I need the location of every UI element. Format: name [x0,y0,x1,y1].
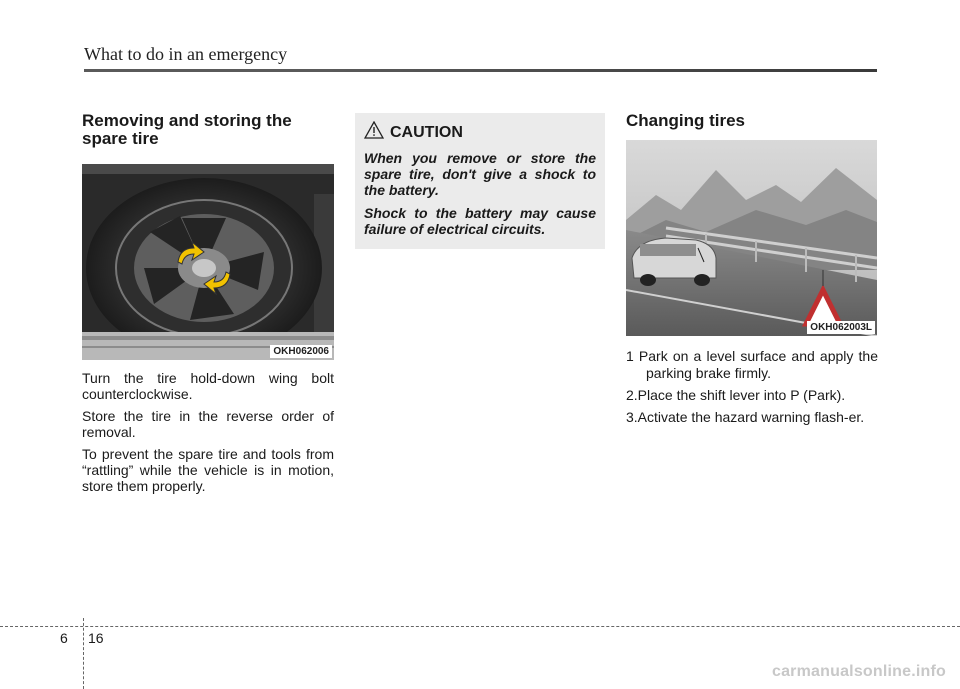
list-item: 2.Place the shift lever into P (Park). [626,387,846,403]
caution-text: When you remove or store the spare tire, don't give a shock to the battery. [364,150,596,198]
section-heading-spare-tire: Removing and storing the spare tire [82,111,292,148]
image-code-label: OKH062003L [807,321,875,334]
caution-text: Shock to the battery may cause failure of electrical circuits. [364,205,596,237]
caution-box [355,113,605,249]
page-number: 16 [88,630,104,646]
header-rule [84,69,877,72]
column-changing-tires [626,112,878,431]
section-heading-changing-tires: Changing tires [626,111,746,130]
roadside-image [626,140,877,336]
spare-tire-illustration [82,164,334,360]
running-header: What to do in an emergency [84,44,288,64]
footer-divider [83,618,84,689]
warning-triangle-icon [364,121,384,144]
watermark: carmanualsonline.info [771,663,946,680]
steps-list [626,348,878,426]
column-spare-tire [82,112,334,500]
chapter-number: 6 [60,630,68,646]
paragraph: Store the tire in the reverse order of removal. [82,408,334,440]
column-caution [355,112,605,249]
paragraph: To prevent the spare tire and tools from “rattling” while the vehicle is in motion, store them properly. [82,446,334,494]
list-item: 3.Activate the hazard warning flash-er. [626,409,865,425]
caution-title: CAUTION [390,123,463,141]
image-code-label: OKH062006 [270,345,332,358]
footer-rule [0,626,960,627]
roadside-illustration [626,140,877,336]
spare-tire-image [82,164,334,360]
list-item: 1 Park on a level surface and apply the parking brake firmly. [626,348,878,381]
paragraph: Turn the tire hold-down wing bolt counterclockwise. [82,370,334,402]
caution-header [364,121,596,144]
